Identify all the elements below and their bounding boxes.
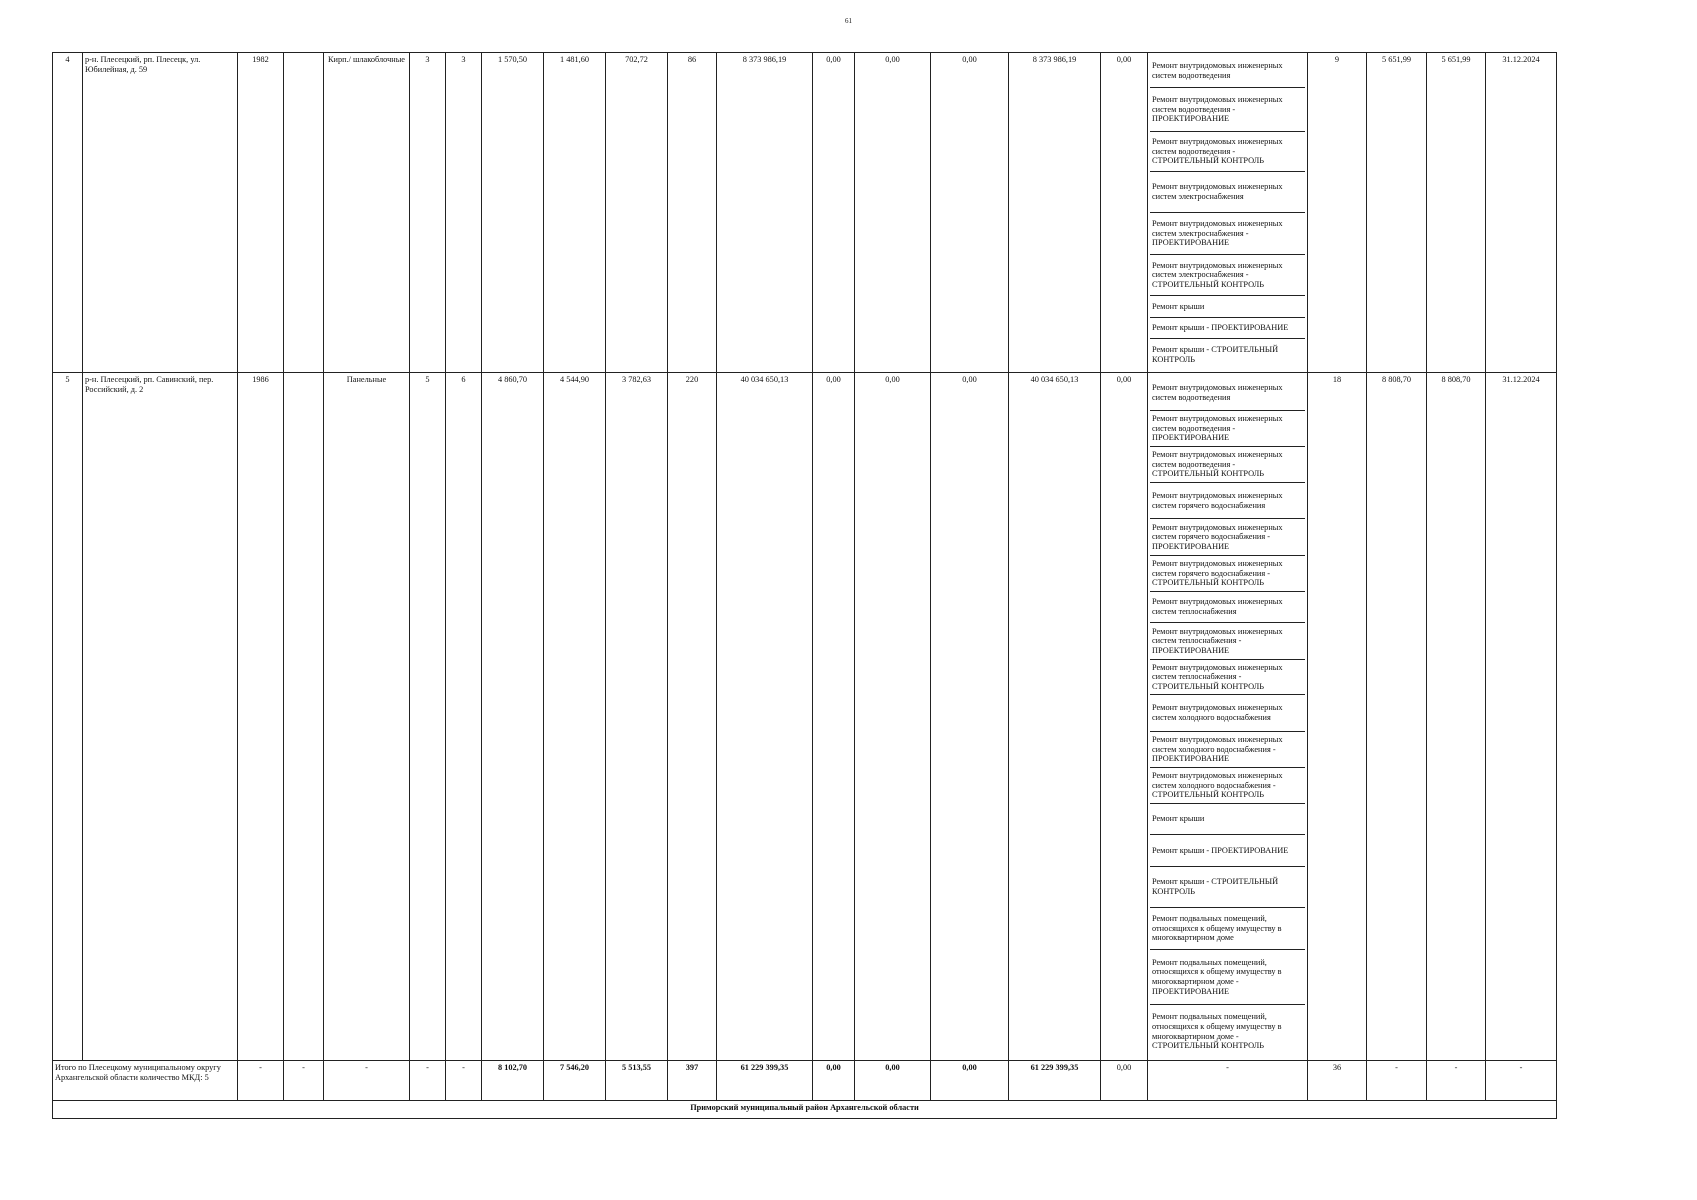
works-cell (1148, 373, 1308, 1061)
work-item: Ремонт внутридомовых инженерных систем электроснабжения - СТРОИТЕЛЬНЫЙ КОНТРОЛЬ (1150, 255, 1305, 296)
total-cost-local: 0,00 (931, 1061, 1009, 1101)
work-item: Ремонт внутридомовых инженерных систем горячего водоснабжения - СТРОИТЕЛЬНЫЙ КОНТРОЛЬ (1150, 556, 1305, 592)
total-dash: - (410, 1061, 446, 1101)
total-dash: - (1427, 1061, 1486, 1101)
table-row (53, 373, 1557, 1061)
row-number: 5 (53, 373, 83, 1061)
cost-local-cell: 0,00 (931, 373, 1009, 1061)
total-residents: 397 (668, 1061, 717, 1101)
year-overhaul-cell (284, 373, 324, 1061)
entrances-cell: 3 (446, 53, 482, 373)
work-item: Ремонт внутридомовых инженерных систем водоотведения - СТРОИТЕЛЬНЫЙ КОНТРОЛЬ (1150, 447, 1305, 483)
total-dash: - (324, 1061, 410, 1101)
table-row (53, 53, 1557, 373)
work-item: Ремонт подвальных помещений, относящихся к общему имуществу в многоквартирном доме - СТРОИТЕЛЬНЫЙ КОНТРОЛЬ (1152, 1012, 1282, 1051)
work-item: Ремонт внутридомовых инженерных систем теплоснабжения - ПРОЕКТИРОВАНИЕ (1150, 623, 1305, 660)
row-number: 4 (53, 53, 83, 373)
total-area-residential: 5 513,55 (606, 1061, 668, 1101)
residents-cell: 86 (668, 53, 717, 373)
total-dash: - (1367, 1061, 1427, 1101)
unit-cost-cell: 8 808,70 (1367, 373, 1427, 1061)
unit-cost-limit-cell: 5 651,99 (1427, 53, 1486, 373)
area-residential-cell: 702,72 (606, 53, 668, 373)
area-total-cell: 1 570,50 (482, 53, 544, 373)
work-item: Ремонт внутридомовых инженерных систем электроснабжения (1150, 172, 1305, 213)
work-item: Ремонт внутридомовых инженерных систем горячего водоснабжения - ПРОЕКТИРОВАНИЕ (1150, 519, 1305, 556)
residents-cell: 220 (668, 373, 717, 1061)
total-dash: - (284, 1061, 324, 1101)
total-cost-total: 61 229 399,35 (717, 1061, 813, 1101)
work-item: Ремонт внутридомовых инженерных систем холодного водоснабжения - СТРОИТЕЛЬНЫЙ КОНТРОЛЬ (1150, 768, 1305, 804)
cost-other-cell: 0,00 (1101, 53, 1148, 373)
total-cost-other: 0,00 (1101, 1061, 1148, 1101)
area-residential-cell: 3 782,63 (606, 373, 668, 1061)
cost-local-cell: 0,00 (931, 53, 1009, 373)
section-row (53, 1101, 1557, 1119)
work-item: Ремонт внутридомовых инженерных систем теплоснабжения - СТРОИТЕЛЬНЫЙ КОНТРОЛЬ (1150, 660, 1305, 695)
deadline-cell: 31.12.2024 (1486, 373, 1557, 1061)
cost-fund-cell: 0,00 (813, 373, 855, 1061)
year-built-cell: 1982 (238, 53, 284, 373)
area-premises-cell: 1 481,60 (544, 53, 606, 373)
work-item: Ремонт внутридомовых инженерных систем холодного водоснабжения (1150, 695, 1305, 732)
work-item: Ремонт крыши (1150, 804, 1305, 835)
wall-material-cell: Панельные (324, 373, 410, 1061)
page-number: 61 (845, 17, 852, 25)
total-cost-fund: 0,00 (813, 1061, 855, 1101)
total-area-total: 8 102,70 (482, 1061, 544, 1101)
total-dash: - (446, 1061, 482, 1101)
total-row (53, 1061, 1557, 1101)
works-count-cell: 18 (1308, 373, 1367, 1061)
section-title: Приморский муниципальный район Архангельской области (53, 1101, 1557, 1119)
cost-owners-cell: 40 034 650,13 (1009, 373, 1101, 1061)
work-item: Ремонт внутридомовых инженерных систем водоотведения - ПРОЕКТИРОВАНИЕ (1150, 411, 1305, 447)
deadline-cell: 31.12.2024 (1486, 53, 1557, 373)
area-premises-cell: 4 544,90 (544, 373, 606, 1061)
capital-repair-table (52, 52, 1557, 1119)
work-item: Ремонт внутридомовых инженерных систем теплоснабжения (1150, 592, 1305, 623)
cost-fund-cell: 0,00 (813, 53, 855, 373)
area-total-cell: 4 860,70 (482, 373, 544, 1061)
works-list (1150, 55, 1305, 370)
work-item: Ремонт подвальных помещений, относящихся к общему имуществу в многоквартирном доме (1150, 908, 1305, 950)
floors-cell: 5 (410, 373, 446, 1061)
cost-total-cell: 40 034 650,13 (717, 373, 813, 1061)
works-cell (1148, 53, 1308, 373)
cost-regional-cell: 0,00 (855, 373, 931, 1061)
total-dash: - (1486, 1061, 1557, 1101)
work-item: Ремонт внутридомовых инженерных систем горячего водоснабжения (1150, 483, 1305, 519)
work-item: Ремонт крыши - ПРОЕКТИРОВАНИЕ (1150, 318, 1305, 339)
work-item: Ремонт крыши - СТРОИТЕЛЬНЫЙ КОНТРОЛЬ (1150, 867, 1305, 908)
unit-cost-cell: 5 651,99 (1367, 53, 1427, 373)
work-item: Ремонт крыши - ПРОЕКТИРОВАНИЕ (1150, 835, 1305, 867)
unit-cost-limit-cell: 8 808,70 (1427, 373, 1486, 1061)
total-area-premises: 7 546,20 (544, 1061, 606, 1101)
work-item: Ремонт крыши (1150, 296, 1305, 318)
total-cost-owners: 61 229 399,35 (1009, 1061, 1101, 1101)
total-dash: - (1148, 1061, 1308, 1101)
address-cell: р-н. Плесецкий, рп. Плесецк, ул. Юбилейная, д. 59 (83, 53, 238, 373)
total-works-count: 36 (1308, 1061, 1367, 1101)
works-count-cell: 9 (1308, 53, 1367, 373)
work-item: Ремонт внутридомовых инженерных систем холодного водоснабжения - ПРОЕКТИРОВАНИЕ (1150, 732, 1305, 768)
work-item: Ремонт внутридомовых инженерных систем водоотведения - ПРОЕКТИРОВАНИЕ (1150, 88, 1305, 132)
wall-material-cell: Кирп./ шлакоблочные (324, 53, 410, 373)
work-item: Ремонт подвальных помещений, относящихся к общему имуществу в многоквартирном доме - ПРОЕКТИРОВАНИЕ (1150, 950, 1305, 1005)
works-list (1150, 375, 1305, 1058)
floors-cell: 3 (410, 53, 446, 373)
cost-total-cell: 8 373 986,19 (717, 53, 813, 373)
entrances-cell: 6 (446, 373, 482, 1061)
work-item: Ремонт внутридомовых инженерных систем водоотведения (1150, 375, 1305, 411)
total-label: Итого по Плесецкому муниципальному округу Архангельской области количество МКД: 5 (53, 1061, 238, 1101)
work-item: Ремонт внутридомовых инженерных систем электроснабжения - ПРОЕКТИРОВАНИЕ (1150, 213, 1305, 255)
year-overhaul-cell (284, 53, 324, 373)
cost-other-cell: 0,00 (1101, 373, 1148, 1061)
work-item: Ремонт внутридомовых инженерных систем водоотведения - СТРОИТЕЛЬНЫЙ КОНТРОЛЬ (1150, 132, 1305, 172)
total-cost-regional: 0,00 (855, 1061, 931, 1101)
cost-owners-cell: 8 373 986,19 (1009, 53, 1101, 373)
work-item: Ремонт крыши - СТРОИТЕЛЬНЫЙ КОНТРОЛЬ (1152, 344, 1279, 364)
address-cell: р-н. Плесецкий, рп. Савинский, пер. Российский, д. 2 (83, 373, 238, 1061)
year-built-cell: 1986 (238, 373, 284, 1061)
total-dash: - (238, 1061, 284, 1101)
cost-regional-cell: 0,00 (855, 53, 931, 373)
work-item: Ремонт внутридомовых инженерных систем водоотведения (1150, 55, 1305, 88)
